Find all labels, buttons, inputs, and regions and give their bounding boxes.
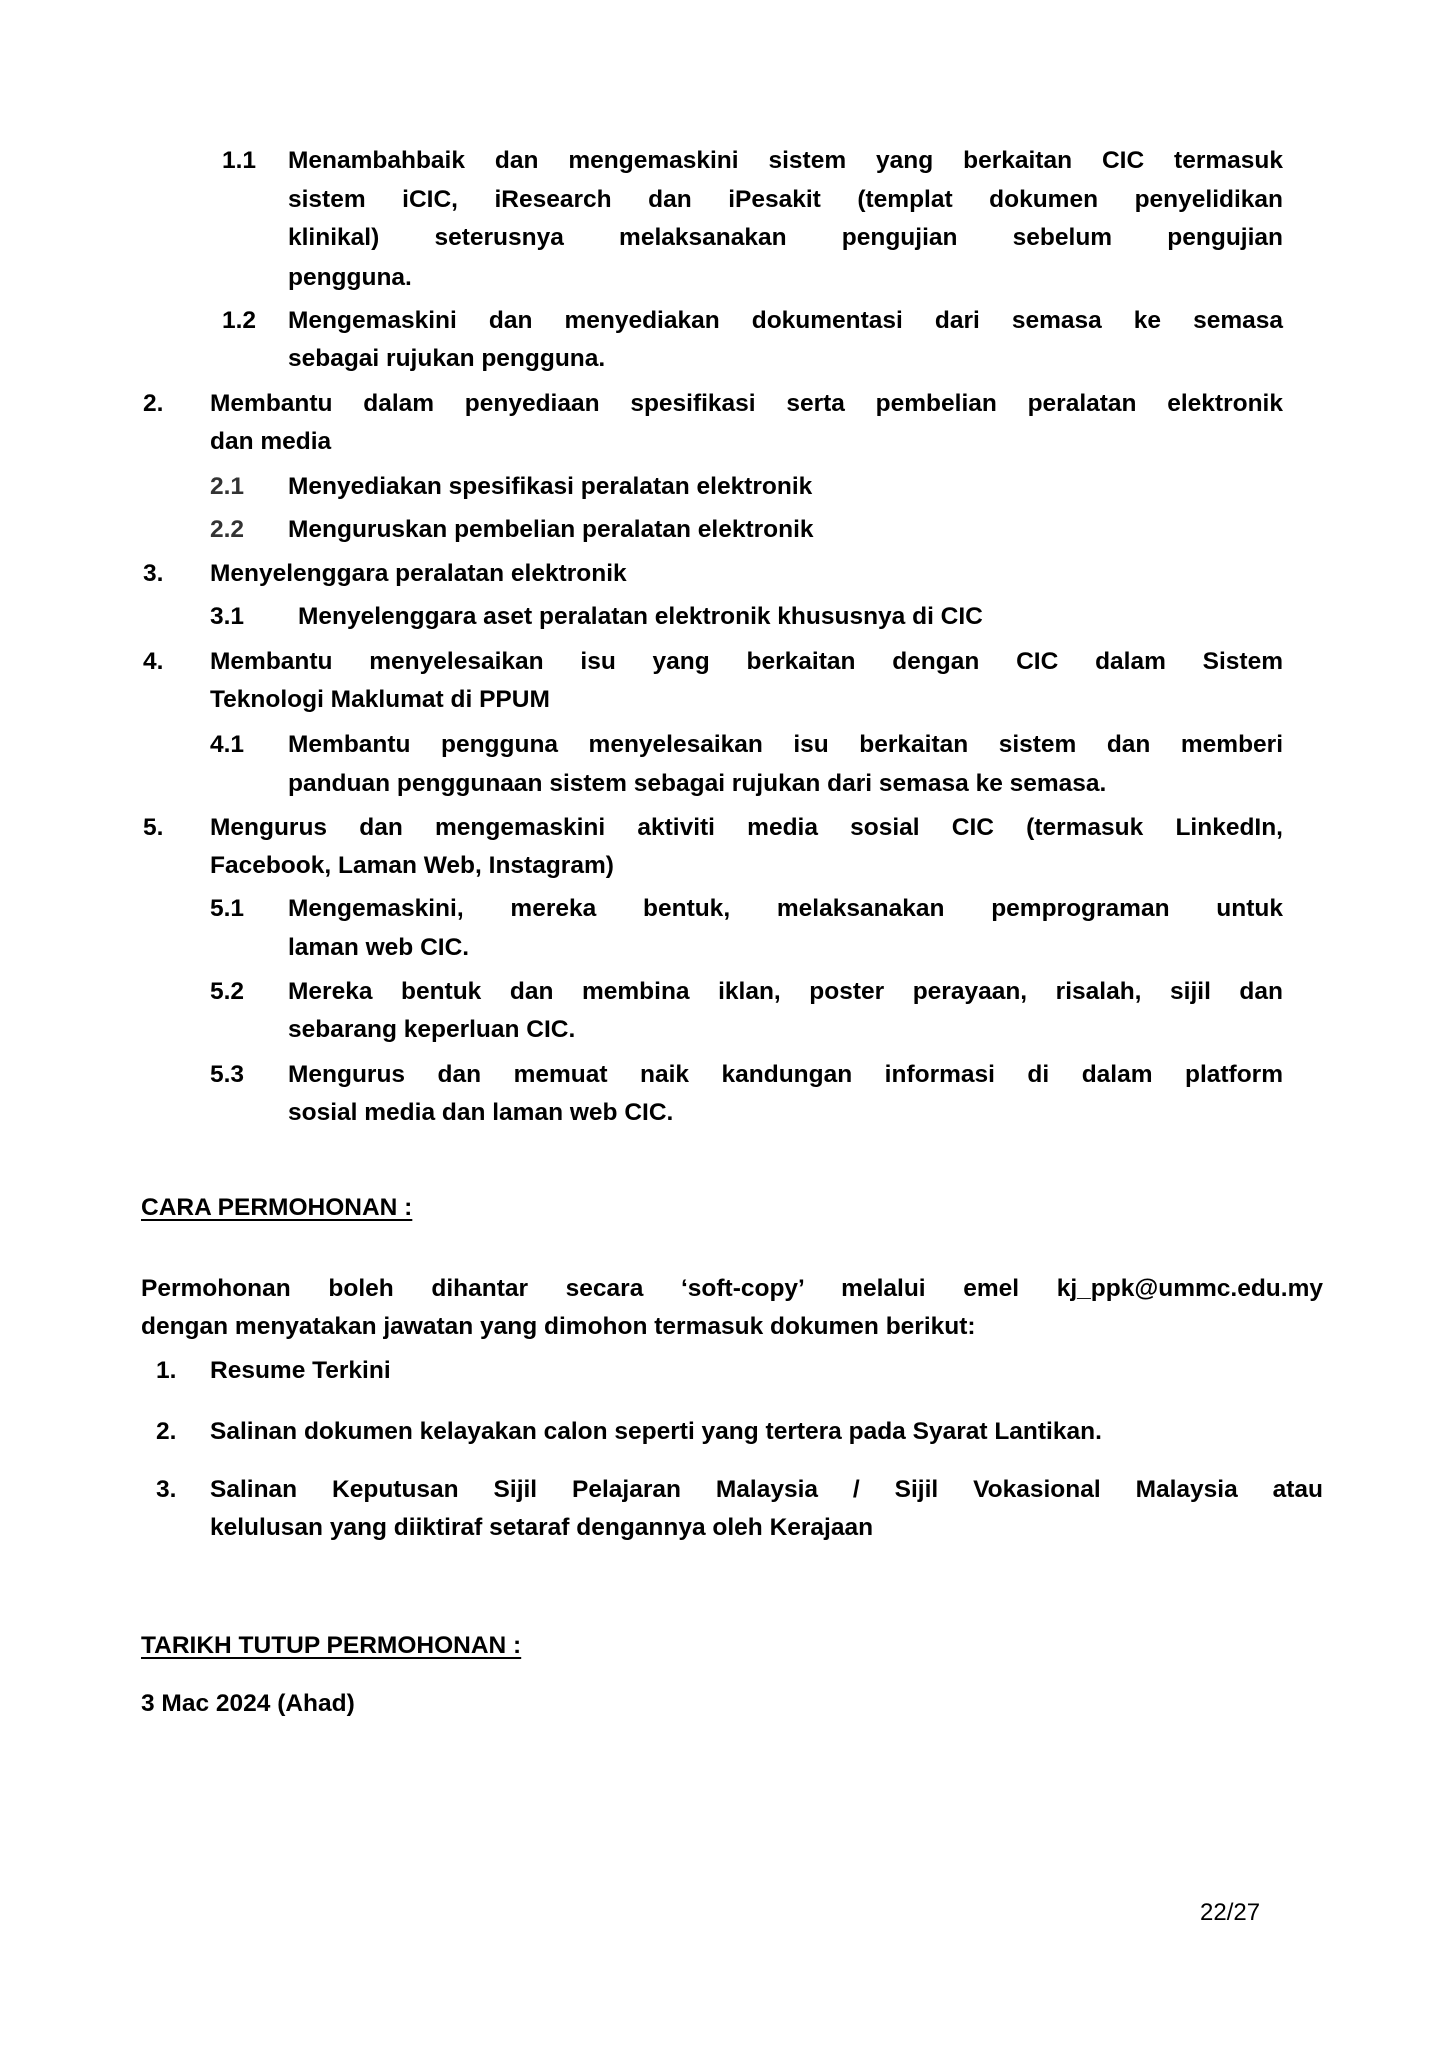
closing-date: 3 Mac 2024 (Ahad) — [141, 1690, 355, 1717]
list-text-line: sebarang keperluan CIC. — [288, 1016, 576, 1043]
list-text-line: Mereka bentuk dan membina iklan, poster perayaan, risalah, sijil dan — [288, 978, 1283, 1005]
list-number: 3. — [156, 1476, 177, 1503]
list-number: 1.2 — [222, 307, 257, 334]
page-number: 22/27 — [1200, 1899, 1261, 1926]
list-number: 5.3 — [210, 1061, 245, 1088]
list-number: 5.2 — [210, 978, 245, 1005]
list-text-line: Menguruskan pembelian peralatan elektronik — [288, 516, 814, 543]
list-text-line: sebagai rujukan pengguna. — [288, 345, 606, 372]
list-number: 1. — [156, 1357, 177, 1384]
list-text-line: Mengemaskini dan menyediakan dokumentasi dari semasa ke semasa — [288, 307, 1283, 334]
list-text-line: Mengemaskini, mereka bentuk, melaksanakan pemprograman untuk — [288, 895, 1283, 922]
list-text-line: Mengurus dan mengemaskini aktiviti media sosial CIC (termasuk LinkedIn, — [210, 814, 1283, 841]
list-number: 2.2 — [210, 516, 245, 543]
list-number: 2.1 — [210, 473, 245, 500]
list-text-line: Resume Terkini — [210, 1357, 391, 1384]
section-heading-closing-date: TARIKH TUTUP PERMOHONAN : — [141, 1632, 522, 1659]
list-text-line: Membantu menyelesaikan isu yang berkaitan dengan CIC dalam Sistem — [210, 648, 1283, 675]
list-text-line: Salinan Keputusan Sijil Pelajaran Malaysia / Sijil Vokasional Malaysia atau — [210, 1476, 1323, 1503]
list-text-line: Menyediakan spesifikasi peralatan elektronik — [288, 473, 813, 500]
application-intro-line: dengan menyatakan jawatan yang dimohon termasuk dokumen berikut: — [141, 1313, 976, 1340]
list-number: 2. — [143, 390, 164, 417]
list-text-line: Menambahbaik dan mengemaskini sistem yang berkaitan CIC termasuk — [288, 147, 1283, 174]
application-intro-line: Permohonan boleh dihantar secara ‘soft-copy’ melalui emel kj_ppk@ummc.edu.my — [141, 1275, 1323, 1302]
list-number: 3. — [143, 560, 164, 587]
list-text-line: Mengurus dan memuat naik kandungan informasi di dalam platform — [288, 1061, 1283, 1088]
list-number: 1.1 — [222, 147, 257, 174]
list-text-line: sistem iCIC, iResearch dan iPesakit (templat dokumen penyelidikan — [288, 186, 1283, 213]
list-text-line: klinikal) seterusnya melaksanakan pengujian sebelum pengujian — [288, 224, 1283, 251]
list-text-line: Membantu dalam penyediaan spesifikasi serta pembelian peralatan elektronik — [210, 390, 1283, 417]
list-text-line: dan media — [210, 428, 332, 455]
list-number: 4. — [143, 648, 164, 675]
list-text-line: sosial media dan laman web CIC. — [288, 1099, 674, 1126]
list-text-line: Menyelenggara aset peralatan elektronik khususnya di CIC — [298, 603, 983, 630]
list-text-line: Facebook, Laman Web, Instagram) — [210, 852, 614, 879]
list-text-line: Membantu pengguna menyelesaikan isu berkaitan sistem dan memberi — [288, 731, 1283, 758]
list-number: 3.1 — [210, 603, 245, 630]
list-text-line: Teknologi Maklumat di PPUM — [210, 686, 550, 713]
list-text-line: Menyelenggara peralatan elektronik — [210, 560, 627, 587]
list-number: 5. — [143, 814, 164, 841]
list-text-line: kelulusan yang diiktiraf setaraf dengannya oleh Kerajaan — [210, 1514, 874, 1541]
list-text-line: Salinan dokumen kelayakan calon seperti yang tertera pada Syarat Lantikan. — [210, 1418, 1102, 1445]
list-number: 2. — [156, 1418, 177, 1445]
section-heading-application: CARA PERMOHONAN : — [141, 1194, 413, 1221]
list-number: 4.1 — [210, 731, 245, 758]
list-text-line: panduan penggunaan sistem sebagai rujukan dari semasa ke semasa. — [288, 770, 1107, 797]
list-number: 5.1 — [210, 895, 245, 922]
list-text-line: pengguna. — [288, 264, 412, 291]
list-text-line: laman web CIC. — [288, 934, 470, 961]
